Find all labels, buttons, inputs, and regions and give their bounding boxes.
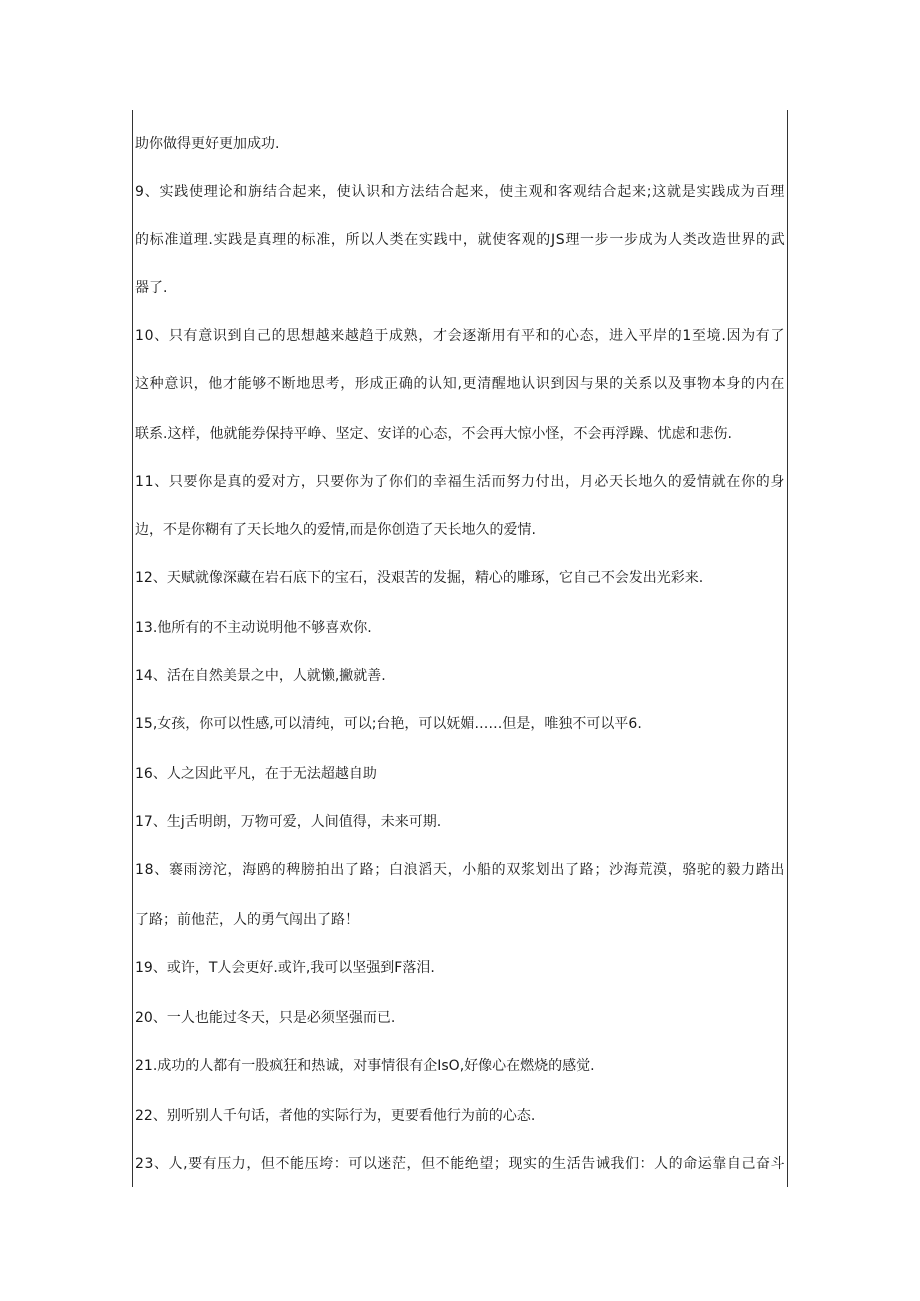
text-line: 联系.这样，他就能券保持平峥、坚定、安详的心态，不会再大惊小怪，不会再浮躁、忧虑和悲伤. xyxy=(135,426,732,442)
text-line: 16、人之因此平凡，在于无法超越自助 xyxy=(135,766,377,782)
left-margin-rule xyxy=(132,110,133,1187)
text-line: 20、一人也能过冬天，只是必须坚强而已. xyxy=(135,1010,396,1026)
text-line: 14、活在自然美景之中，人就懒,撇就善. xyxy=(135,668,386,684)
text-line: 12、天赋就像深藏在岩石底下的宝石，没艰苦的发掘，精心的雕琢，它自己不会发出光彩来. xyxy=(135,570,704,586)
text-line: 助你做得更好更加成功. xyxy=(135,136,280,152)
text-line: 2 3 、 人 , 要 有 压 力 ， 但 不 能 压 垮 ： 可 以 迷 茫 ， 但 不 能 绝 望 ； 现 实 的 生 活 告 诫 我 们 ： 人 的 命 运 靠 自 己 奋 斗 xyxy=(135,1156,785,1172)
text-line: 21.成功的人都有一股疯狂和热诚，对事情很有企IsO,好像心在燃烧的感觉. xyxy=(135,1058,595,1074)
text-line: 这 种 意 识 ， 他 才 能 够 不 断 地 思 考 ， 形 成 正 确 的 认 知 , 更 清 醒 地 认 识 到 因 与 果 的 关 系 以 及 事 物 本 身 的 内 在 xyxy=(135,376,785,392)
text-line: 1 8 、 褰 雨 滂 沱 ， 海 鸥 的 稗 膀 拍 出 了 路 ； 白 浪 滔 天 ， 小 船 的 双 浆 划 出 了 路 ； 沙 海 荒 漠 ， 骆 驼 的 毅 力 踏 出 xyxy=(135,862,785,878)
text-line: 22、别听别人千句话，者他的实际行为，更要看他行为前的心态. xyxy=(135,1108,536,1124)
text-line: 13.他所有的不主动说明他不够喜欢你. xyxy=(135,620,372,636)
text-line: 9 、 实 践 使 理 论 和 旃 结 合 起 来 ， 使 认 识 和 方 法 结 合 起 来 ， 使 主 观 和 客 观 结 合 起 来 ; 这 就 是 实 践 成 为 百 理 xyxy=(135,184,785,200)
text-line: 器了. xyxy=(135,280,168,296)
text-line: 1 0 、 只 有 意 识 到 自 己 的 思 想 越 来 越 趋 于 成 熟 ， 才 会 逐 渐 用 有 平 和 的 心 态 ， 进 入 平 岸 的 1 至 境 . 因 为 有 了 xyxy=(135,328,785,344)
text-line: 15,女孩，你可以性感,可以清纯，可以;台艳，可以妩媚……但是，唯独不可以平6. xyxy=(135,716,642,732)
text-line: 了路；前他茫，人的勇气闯出了路！ xyxy=(135,912,359,928)
text-line: 1 1 、 只 要 你 是 真 的 爱 对 方 ， 只 要 你 为 了 你 们 的 幸 福 生 活 而 努 力 付 出 ， 月 必 天 长 地 久 的 爱 情 就 在 你 的 身 xyxy=(135,474,785,490)
text-line: 的 标 准 道 理 . 实 践 是 真 理 的 标 准 ， 所 以 人 类 在 实 践 中 ， 就 使 客 观 的 J S 理 一 步 一 步 成 为 人 类 改 造 世 界 的 武 xyxy=(135,232,785,248)
right-margin-rule xyxy=(787,110,788,1187)
text-line: 19、或许，T人会更好.或许,我可以坚强到F落泪. xyxy=(135,960,435,976)
text-line: 边，不是你糊有了天长地久的爱情,而是你创造了天长地久的爱情. xyxy=(135,522,536,538)
text-line: 17、生j舌明朗，万物可爱，人间值得，未来可期. xyxy=(135,814,442,830)
